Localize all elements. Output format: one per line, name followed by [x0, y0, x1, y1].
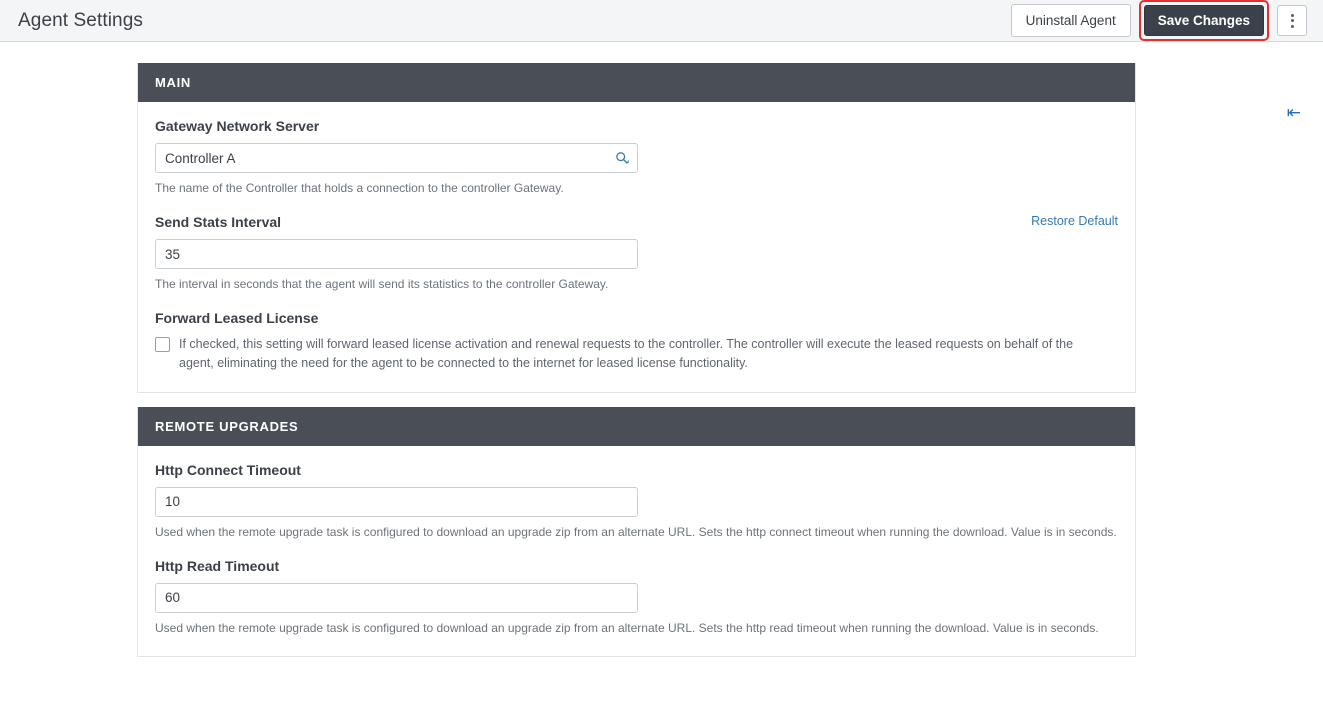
header-actions [1011, 0, 1307, 41]
http-connect-timeout-helper: Used when the remote upgrade task is configured to download an upgrade zip from an alternate URL. Sets the http connect timeout when running the download. Value is in seconds. [155, 524, 1117, 539]
gateway-network-server-helper: The name of the Controller that holds a connection to the controller Gateway. [155, 181, 564, 195]
panel-main [137, 63, 1136, 393]
panel-main-title: MAIN [138, 63, 1135, 102]
http-read-timeout-helper: Used when the remote upgrade task is configured to download an upgrade zip from an alternate URL. Sets the http read timeout when running the download. Value is in seconds. [155, 620, 1099, 635]
more-options-icon[interactable] [1277, 5, 1307, 36]
panel-remote-upgrades [137, 407, 1136, 657]
settings-content [0, 42, 1323, 657]
field-gateway-network-server [155, 118, 1118, 196]
app-header [0, 0, 1323, 42]
restore-default-link[interactable]: Restore Default [1031, 214, 1118, 229]
collapse-panel-icon[interactable]: ⇤ [1286, 103, 1301, 122]
send-stats-interval-input[interactable] [155, 239, 638, 269]
panel-remote-upgrades-body [138, 446, 1135, 656]
save-changes-highlight [1139, 0, 1269, 41]
http-read-timeout-input[interactable] [155, 583, 638, 613]
http-read-timeout-input-wrap [155, 583, 638, 613]
send-stats-interval-input-wrap [155, 239, 638, 269]
forward-leased-license-label: Forward Leased License [155, 310, 319, 327]
panel-remote-upgrades-title: REMOTE UPGRADES [138, 407, 1135, 446]
forward-leased-license-checkbox[interactable] [155, 337, 170, 352]
field-http-read-timeout [155, 558, 1118, 636]
forward-leased-license-description: If checked, this setting will forward leased license activation and renewal requests to the controller. The controller will execute the leased requests on behalf of the agent, eliminating the need for the agent to be connected to the internet for leased license functionality. [179, 337, 1074, 370]
save-changes-button[interactable]: Save Changes [1144, 5, 1264, 37]
send-stats-interval-label: Send Stats Interval [155, 214, 282, 231]
panel-main-body [138, 102, 1135, 392]
search-icon[interactable] [615, 151, 629, 165]
field-forward-leased-license [155, 310, 1118, 371]
uninstall-agent-button[interactable]: Uninstall Agent [1011, 4, 1131, 38]
page-title: Agent Settings [18, 9, 143, 31]
http-connect-timeout-label: Http Connect Timeout [155, 461, 301, 478]
gateway-network-server-input-wrap [155, 143, 638, 173]
gateway-network-server-label: Gateway Network Server [155, 118, 320, 134]
kebab-dot [1291, 14, 1294, 17]
http-connect-timeout-input[interactable] [155, 487, 638, 517]
forward-leased-license-row [155, 335, 1118, 371]
send-stats-interval-helper: The interval in seconds that the agent will send its statistics to the controller Gateway. [155, 277, 609, 292]
field-send-stats-interval [155, 214, 1118, 292]
kebab-dot [1291, 25, 1294, 28]
http-read-timeout-label: Http Read Timeout [155, 557, 280, 574]
kebab-dot [1291, 19, 1294, 22]
gateway-network-server-input[interactable] [155, 143, 638, 173]
http-connect-timeout-input-wrap [155, 487, 638, 517]
field-http-connect-timeout [155, 462, 1118, 540]
